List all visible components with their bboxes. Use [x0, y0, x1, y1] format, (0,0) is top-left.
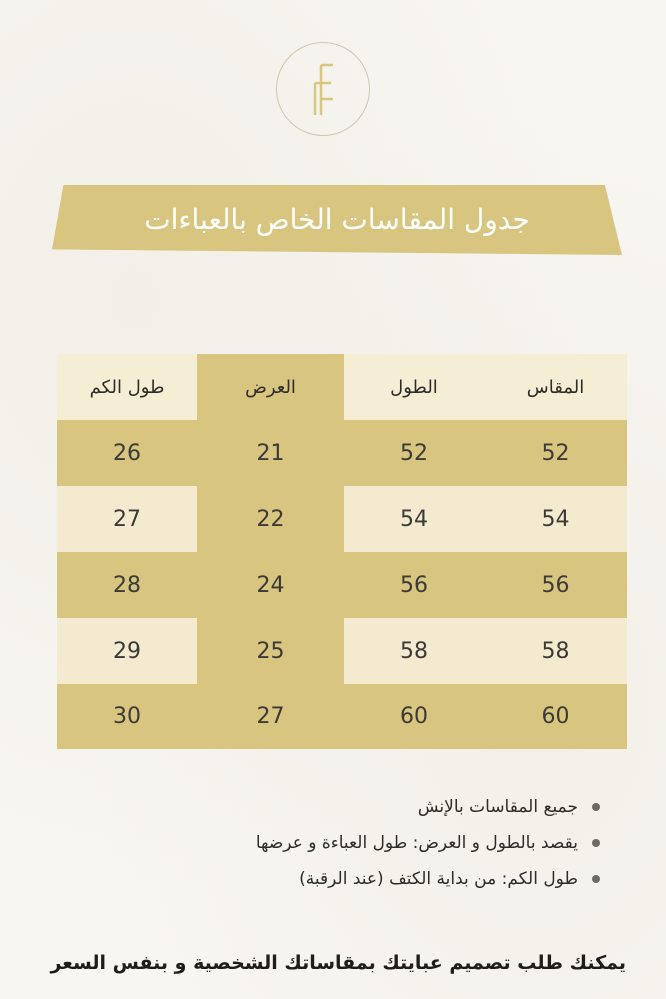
list-item [60, 794, 600, 830]
table-cell: 30 [57, 684, 197, 749]
table-cell: 27 [57, 486, 197, 552]
bullet-icon [592, 875, 600, 883]
header-length: الطول [344, 354, 484, 420]
table-cell: 24 [197, 552, 344, 618]
table-cell: 52 [344, 420, 484, 486]
note-text: يقصد بالطول و العرض: طول العباءة و عرضها [255, 833, 578, 853]
table-cell: 26 [57, 420, 197, 486]
table-cell: 25 [197, 618, 344, 684]
notes-list [60, 794, 600, 902]
table-cell: 22 [197, 486, 344, 552]
footer-note: يمكنك طلب تصميم عبايتك بمقاساتك الشخصية و بنفس السعر [50, 952, 626, 974]
header-sleeve-length: طول الكم [57, 354, 197, 420]
logo-mark-icon [277, 43, 371, 137]
size-table [57, 354, 627, 749]
table-cell: 29 [57, 618, 197, 684]
table-cell: 58 [344, 618, 484, 684]
table-cell: 21 [197, 420, 344, 486]
header-size: المقاس [484, 354, 627, 420]
table-cell: 54 [484, 486, 627, 552]
table-cell: 27 [197, 684, 344, 749]
table-cell: 60 [484, 684, 627, 749]
table-cell: 56 [484, 552, 627, 618]
bullet-icon [592, 803, 600, 811]
table-cell: 28 [57, 552, 197, 618]
note-text: طول الكم: من بداية الكتف (عند الرقبة) [299, 869, 578, 889]
table-cell: 58 [484, 618, 627, 684]
table-cell: 52 [484, 420, 627, 486]
brand-logo [276, 42, 370, 136]
table-cell: 54 [344, 486, 484, 552]
table-cell: 56 [344, 552, 484, 618]
bullet-icon [592, 839, 600, 847]
list-item [60, 830, 600, 866]
page-title: جدول المقاسات الخاص بالعباءات [144, 203, 530, 236]
note-text: جميع المقاسات بالإنش [417, 797, 578, 817]
header-width: العرض [197, 354, 344, 420]
list-item [60, 866, 600, 902]
table-cell: 60 [344, 684, 484, 749]
